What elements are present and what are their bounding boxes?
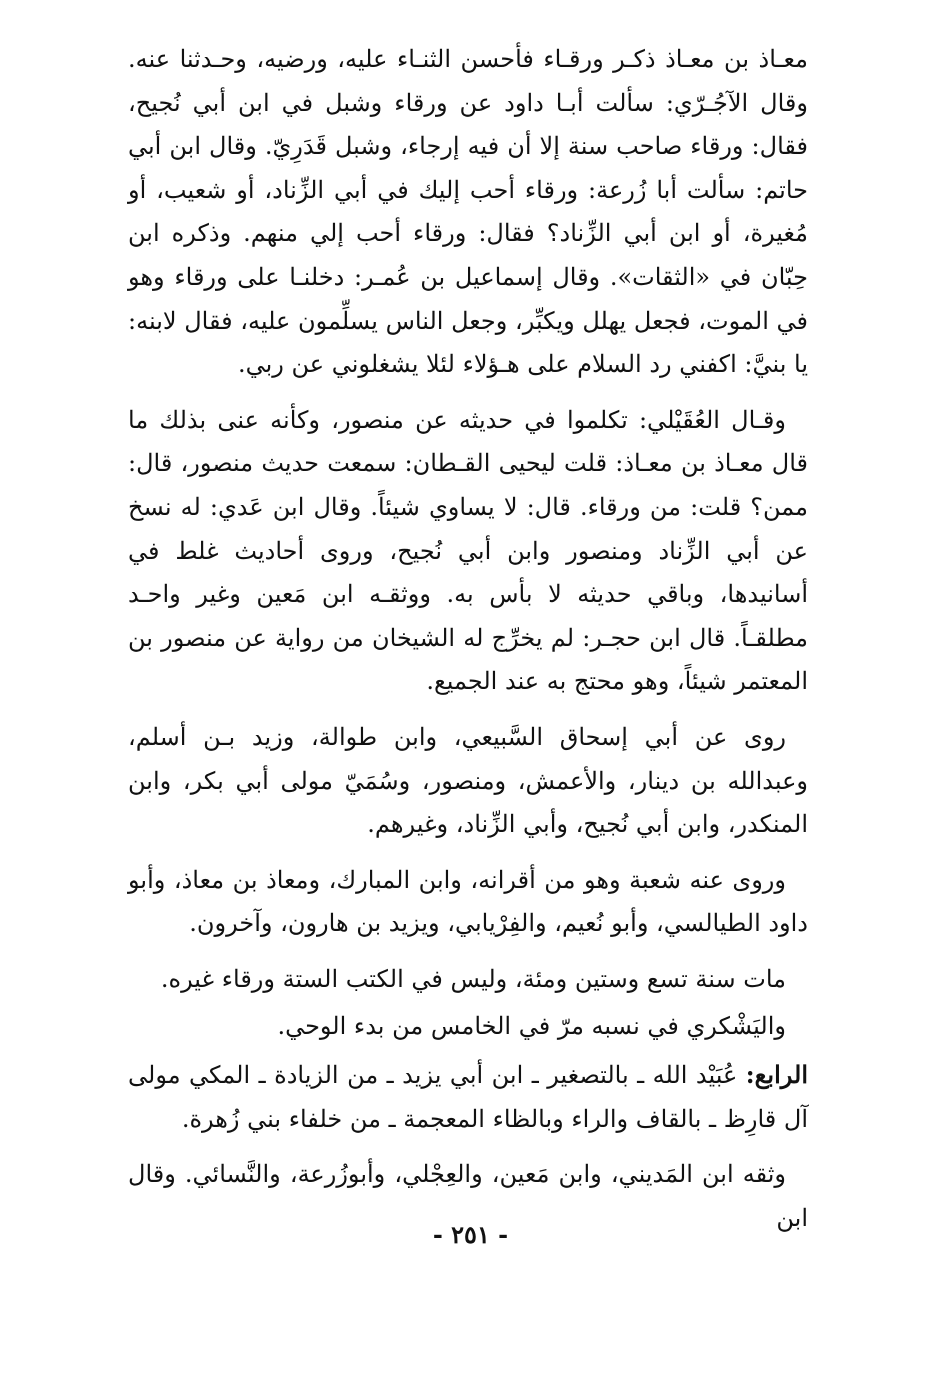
paragraph-section-four xyxy=(128,1053,808,1141)
page-body xyxy=(128,38,808,1252)
paragraph-death: مات سنة تسع وستين ومئة، وليس في الكتب الستة ورقاء غيره. xyxy=(160,964,786,993)
paragraph-uqayli: وقـال العُقَيْلي: تكلموا في حديثه عن منصور، وكأنه عنى بذلك ما قال معـاذ بن معـاذ: قلت ليحيى القـطان: سمعت حديث منصور، قال: ممن؟ قلت: من ورقاء. قال: لا يساوي شيئاً. وقال ابن عَدي: له نسخ عن أبي الزِّناد ومنصور وابن أبي نُجيح، وروى أحاديث غلط في أسانيدها، وباقي حديثه لا بأس به. ووثقـه ابن مَعين وغير واحـد مطلقـاً. قال ابن حجـر: لم يخرِّج له الشيخان من رواية عن منصور بن المعتمر شيئاً، وهو محتج به عند الجميع. xyxy=(128,405,808,696)
paragraph-narrated-by: وروى عنه شعبة وهو من أقرانه، وابن المبارك، ومعاذ بن معاذ، وأبو داود الطيالسي، وأبو نُعيم، والفِرْيابي، ويزيد بن هارون، وآخرون. xyxy=(128,865,808,938)
paragraph-yashkuri: واليَشْكري في نسبه مرّ في الخامس من بدء الوحي. xyxy=(277,1012,786,1041)
paragraph-tawthiq: وثقه ابن المَديني، وابن مَعين، والعِجْلي، وأبوزُرعة، والنَّسائي. وقال ابن xyxy=(128,1160,808,1232)
paragraph-warqa-praise: معـاذ بن معـاذ ذكـر ورقـاء فأحسن الثنـاء عليه، ورضيه، وحـدثنا عنه. وقال الآجُـرّي: سألت أبـا داود عن ورقاء وشبل في ابن أبي نُجيح، فقال: ورقاء صاحب سنة إلا أن فيه إرجاء، وشبل قَدَرِيّ. وقال ابن أبي حاتم: سألت أبا زُرعة: ورقاء أحب إليك في أبي الزِّناد، أو شعيب، أو مُغيرة، أو ابن أبي الزِّناد؟ فقال: ورقاء أحب إلي منهم. وذكره ابن حِبّان في «الثقات». وقال إسماعيل بن عُمـر: دخلنـا على ورقاء وهو في الموت، فجعل يهلل ويكبِّر، وجعل الناس يسلِّمون عليه، فقال لابنه: يا بنيَّ: اكفني رد السلام على هـؤلاء لئلا يشغلوني عن ربي. xyxy=(128,45,808,379)
section-four-text: عُبَيْد الله ـ بالتصغير ـ ابن أبي يزيد ـ من الزيادة ـ المكي مولى آل قارِظ ـ بالقاف والراء وبالظاء المعجمة ـ من خلفاء بني زُهرة. xyxy=(128,1061,808,1133)
page-number: - ٢٥١ - xyxy=(432,1220,509,1249)
section-four-heading: الرابع: xyxy=(745,1060,808,1090)
paragraph-narrated-from: روى عن أبي إسحاق السَّبيعي، وابن طوالة، وزيد بـن أسلم، وعبدالله بن دينار، والأعمش، ومنصور، وسُمَيّ مولى أبي بكر، وابن المنكدر، وابن أبي نُجيح، وأبي الزِّناد، وغيرهم. xyxy=(128,722,808,839)
